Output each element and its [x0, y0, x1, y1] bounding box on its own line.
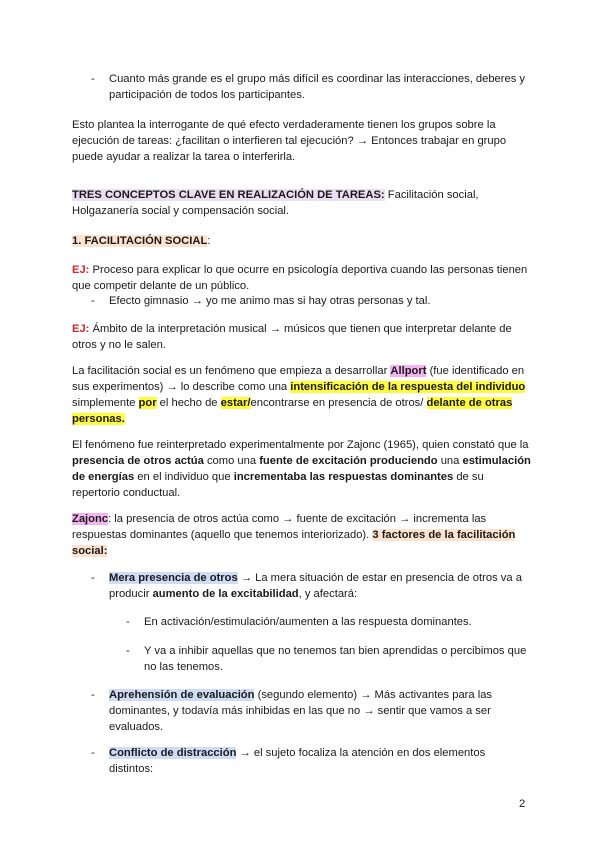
example-1-bullet-text: Efecto gimnasio → yo me animo mas si hay otras personas y tal. [109, 295, 431, 307]
bold-run: presencia de otros actúa [72, 455, 204, 467]
estar-highlight: estar/ [220, 397, 251, 409]
text-run: → La mera situación de estar en presencia de otros va a producir [109, 572, 522, 600]
example-1-text: Proceso para explicar lo que ocurre en psicología deportiva cuando las personas tienen que competir delante de un público. [72, 264, 528, 292]
concepts-paragraph [72, 187, 512, 219]
allport-paragraph [72, 363, 530, 427]
factor-2 [91, 687, 529, 735]
text-run: como una [206, 455, 257, 467]
zajonc-paragraph [72, 511, 530, 559]
text-run: el hecho de [159, 397, 218, 409]
intro-paragraph: Esto plantea la interrogante de qué efecto verdaderamente tienen los grupos sobre la ejecución de tareas: ¿facilitan o interfieren tal ejecución? → Entonces trabajar en grupo puede ayudar a realizar la tarea o interferirla. [72, 119, 507, 163]
text-run: de su repertorio conductual. [72, 471, 484, 499]
text-run: encontrarse en presencia de otros/ [250, 397, 424, 409]
allport-highlight: Allport [390, 365, 427, 377]
example-2-text: Ámbito de la interpretación musical → músicos que tienen que interpretar delante de otros y no le salen. [72, 323, 512, 351]
bold-run: fuente de excitación produciendo [259, 455, 438, 467]
intro-bullet-text: Cuanto más grande es el grupo más difícil es coordinar las interacciones, deberes y participación de todos los participantes. [109, 73, 526, 101]
dash-marker: - [91, 572, 95, 584]
sub-bullet-text: En activación/estimulación/aumenten a las respuesta dominantes. [144, 616, 472, 628]
factor-3-title: Conflicto de distracción [109, 747, 237, 759]
bold-run: aumento de la excitabilidad [152, 588, 299, 600]
dash-marker: - [91, 747, 95, 759]
section-title: 1. FACILITACIÓN SOCIAL [72, 235, 208, 247]
page-number: 2 [519, 798, 526, 810]
text-run: (fue identificado en sus experimentos) → lo describe como una [72, 365, 525, 393]
intensification-highlight: intensificación de la respuesta del individuo [290, 381, 526, 393]
concepts-text: Facilitación social, Holgazanería social y compensación social. [72, 189, 479, 217]
example-1-bullet [91, 293, 529, 309]
factor-2-title: Aprehensión de evaluación [109, 689, 255, 701]
dash-marker: - [91, 295, 95, 307]
text-run: : la presencia de otros actúa como → fuente de excitación → incrementa las respuestas dominantes (aquello que tenemos interiorizado). [72, 513, 487, 541]
example-1 [72, 262, 532, 294]
text-run: , y afectará: [298, 588, 358, 600]
text-run: en el individuo que [137, 471, 231, 483]
example-label: EJ: [72, 323, 90, 335]
example-2 [72, 321, 517, 353]
text-run: (segundo elemento) → Más activantes para las dominantes, y todavía más inhibidas en las que no → sentir que vamos a ser evaluados. [109, 689, 493, 733]
dash-marker: - [91, 689, 95, 701]
section-heading [72, 233, 528, 249]
text-run: → el sujeto focaliza la atención en dos elementos distintos: [109, 747, 486, 775]
factors-highlight: 3 factores de la facilitación social: [72, 529, 516, 557]
factor-3 [91, 745, 529, 777]
factor-1-sub-2 [126, 643, 529, 675]
zajonc-highlight: Zajonc [72, 513, 109, 525]
dash-marker: - [126, 616, 130, 628]
bold-run: estimulación de energías [72, 455, 531, 483]
delante-highlight: delante de otras personas. [72, 397, 513, 425]
dash-marker: - [91, 73, 95, 85]
dash-marker: - [126, 645, 130, 657]
section-colon: : [207, 235, 211, 247]
example-label: EJ: [72, 264, 90, 276]
text-run: simplemente [72, 397, 136, 409]
intro-bullet [91, 71, 529, 103]
factor-1 [91, 570, 529, 602]
por-highlight: por [138, 397, 157, 409]
factor-1-sub-1 [126, 614, 529, 630]
concepts-heading: TRES CONCEPTOS CLAVE EN REALIZACIÓN DE TAREAS: [72, 189, 385, 201]
factor-1-title: Mera presencia de otros [109, 572, 238, 584]
text-run: El fenómeno fue reinterpretado experimentalmente por Zajonc (1965), quien constató que la [72, 439, 529, 451]
text-run: una [440, 455, 460, 467]
sub-bullet-text: Y va a inhibir aquellas que no tenemos tan bien aprendidas o percibimos que no las tenemos. [144, 645, 527, 673]
text-run: La facilitación social es un fenómeno que empieza a desarrollar [72, 365, 388, 377]
bold-run: incrementaba las respuestas dominantes [233, 471, 454, 483]
zajonc-1965-paragraph [72, 437, 532, 501]
